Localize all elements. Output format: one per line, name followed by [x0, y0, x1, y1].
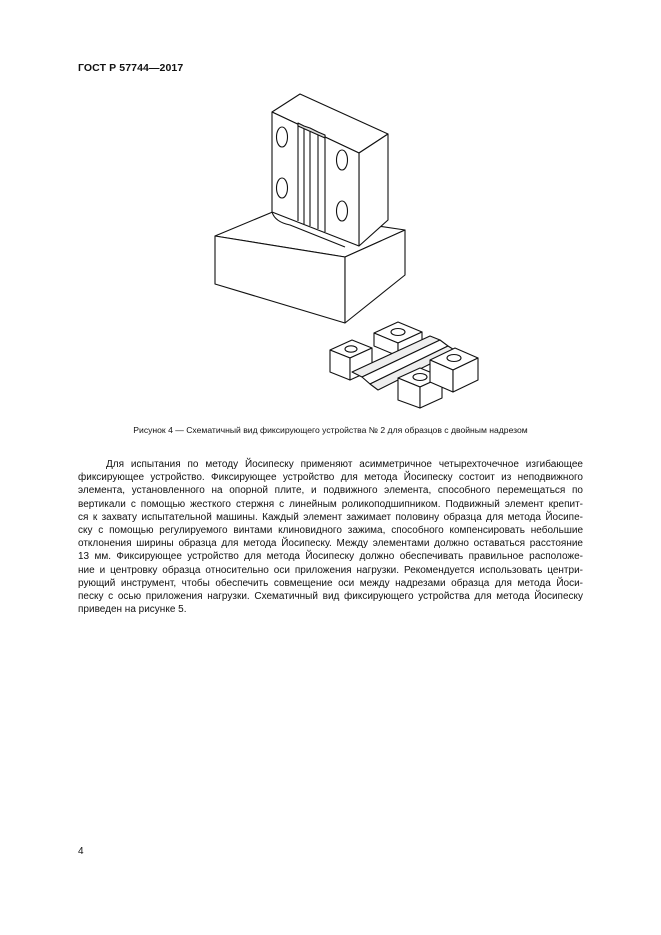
paragraph-line: приведен на рисунке 5. — [78, 604, 187, 616]
paragraph-line: отклонения ширины образца для метода Йосипеску. Между элементами должно оставаться расстояние — [78, 538, 583, 550]
paragraph-line: ние и центровку образца относительно оси приложения нагрузки. Рекомендуется использовать центри- — [78, 564, 583, 576]
paragraph-line: рующий инструмент, чтобы обеспечить совмещение оси между надрезами образца для метода Йоси- — [78, 577, 583, 589]
paragraph-line: ся к захвату испытательной машины. Каждый элемент зажимает половину образца для метода Йосипе- — [78, 511, 583, 523]
page-number: 4 — [78, 846, 84, 857]
paragraph-line: песку с осью приложения нагрузки. Схематичный вид фиксирующего устройства для метода Йосипеску — [78, 591, 583, 603]
fixture-drawing — [0, 0, 661, 420]
document-header: ГОСТ Р 57744—2017 — [78, 62, 184, 74]
body-paragraph — [78, 458, 583, 616]
paragraph-line: Для испытания по методу Йосипеску применяют асимметричное четырехточечное изгибающее — [106, 459, 583, 470]
paragraph-line: элемента, установленного на опорной плите, и подвижного элемента, способного перемещаться по — [78, 485, 583, 497]
lower-fixture — [330, 322, 478, 408]
paragraph-line: фиксирующее устройство. Фиксирующее устройство для метода Йосипеску состоит из неподвижного — [78, 472, 583, 484]
paragraph-line: ску с помощью регулируемого винтами клиновидного зажима, способного компенсировать небольшие — [78, 525, 583, 537]
paragraph-line: 13 мм. Фиксирующее устройство для метода Йосипеску должно обеспечивать правильное расположе- — [78, 551, 583, 563]
figure-caption: Рисунок 4 — Схематичный вид фиксирующего устройства № 2 для образцов с двойным надрезом — [133, 425, 528, 435]
paragraph-line: вертикали с помощью жесткого стержня с линейным роликоподшипником. Подвижный элемент крепит- — [78, 498, 583, 510]
